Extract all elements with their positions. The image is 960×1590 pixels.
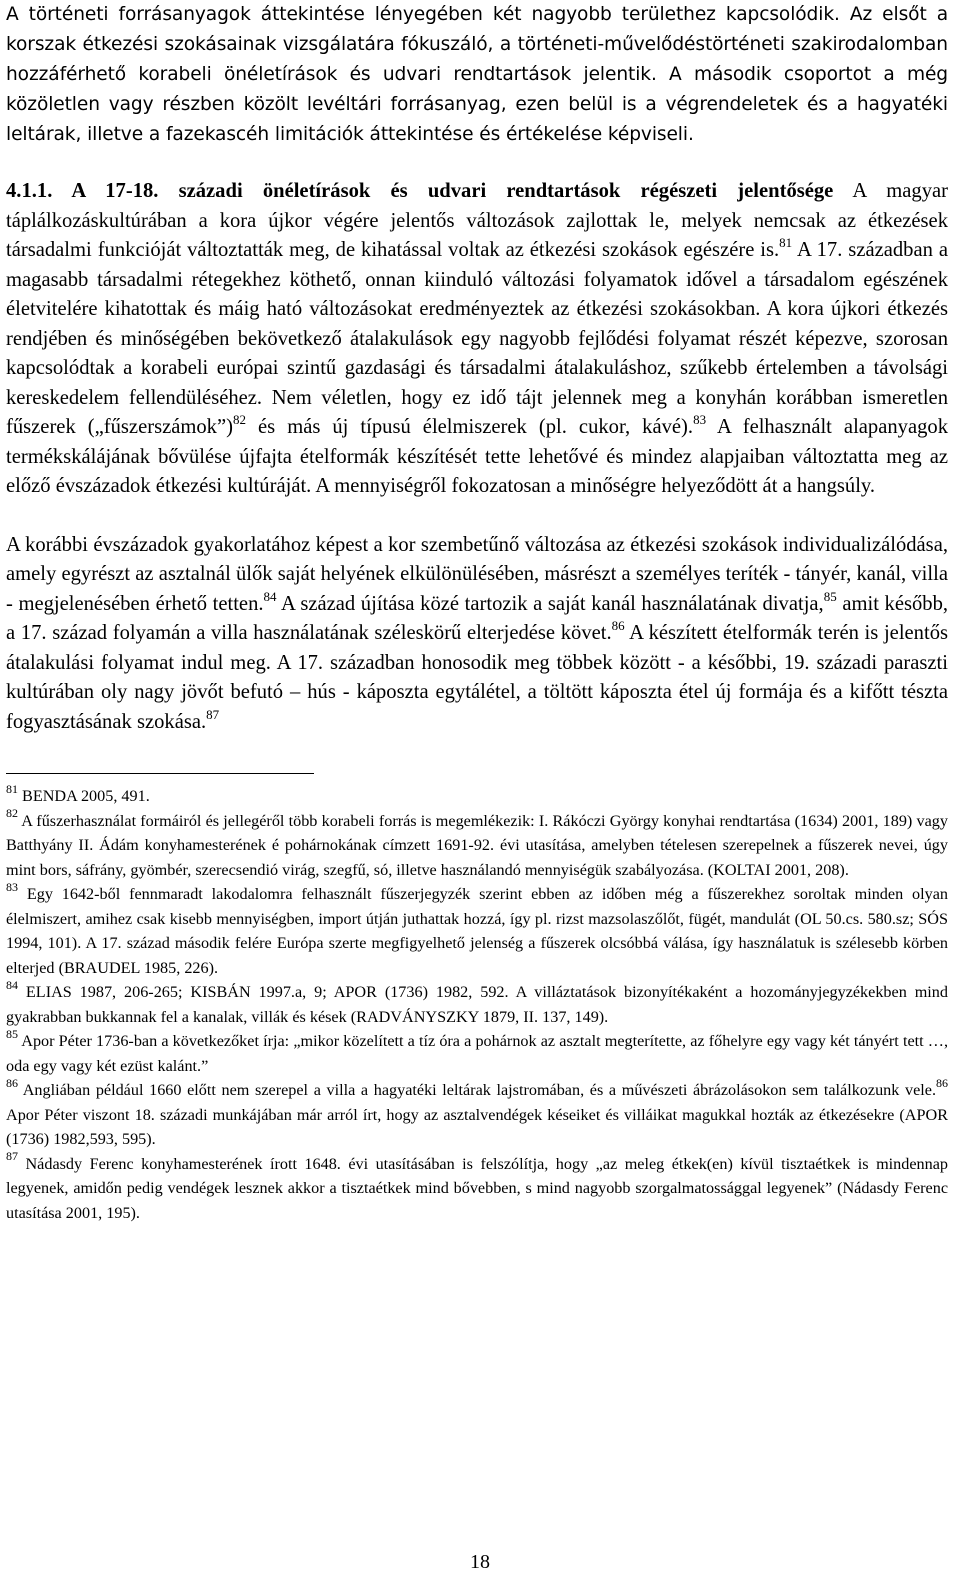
footnote-87: $^{87}$ Nádasdy Ferenc konyhamesterének írott 1648. évi utasításában is felszólítja, hogy „az meleg étkek(en) kívül tisztaétkek is mindennap legyenek, amidőn pedig vendégek lesznek akkor a tisztaétkek mind bővebben, s mind nagyobb szorgalmatossággal legyenek” (Nádasdy Ferenc utasítása 2001, 195). <box>6 1149 948 1222</box>
footnotes <box>6 781 948 1225</box>
footnote-86: $^{86}$ Angliában például 1660 előtt nem szerepel a villa a hagyatéki leltárak lajstromában, és a művészeti ábrázolásokon sem találkozunk vele.$^{86}$ Apor Péter viszont 18. századi munkájában már arról írt, hogy az asztalvendégek késeiket és villáikat magukkal hozták az étkezésekre (APOR (1736) 1982,593, 595). <box>6 1075 948 1148</box>
intro-paragraph: A történeti forrásanyagok áttekintése lényegében két nagyobb területhez kapcsolódik. Az elsőt a korszak étkezési szokásainak vizsgálatára fókuszáló, a történeti-művelődéstörténeti szakirodalomban hozzáférhető korabeli önéletírások és udvari rendtartások jelentik. A második csoportot a még közöletlen vagy részben közölt levéltári forrásanyag, ezen belül is a végrendeletek és a hagyatéki leltárak, illetve a fazekascéh limitációk áttekintése és értékelése képviseli. <box>6 4 948 145</box>
footnote-ref-83[interactable]: 83 <box>693 412 707 428</box>
footnote-82: $^{82}$ A fűszerhasználat formáiról és jellegéről több korabeli forrás is megemlékezik: I. Rákóczi György konyhai rendtartása (1634) 2001, 189) vagy Batthyány II. Ádám konyhamesterének é pohárnokának címzett 1691-92. évi utasítása, amelyben tételesen szerepelnek a fűszerek nevei, úgy mint bors, sáfrány, gyömbér, szerecsendió virág, szegfű, só, illetve használandó mennyiségük szabályozása. (KOLTAI 2001, 208). <box>6 806 948 879</box>
document-page <box>6 0 948 1225</box>
footnote-84: $^{84}$ ELIAS 1987, 206-265; KISBÁN 1997.a, 9; APOR (1736) 1982, 592. A villáztatások bizonyítékaként a hozományjegyzékekben mind gyakrabban bukkannak fel a kanalak, villák és kések (RADVÁNYSZKY 1879, II. 137, 149). <box>6 977 948 1026</box>
footnote-ref-87[interactable]: 87 <box>206 706 220 722</box>
footnote-ref-85[interactable]: 85 <box>823 588 837 604</box>
footnote-separator <box>6 773 314 774</box>
footnote-ref-84[interactable]: 84 <box>263 588 277 604</box>
section-paragraph-1: 4.1.1. A 17-18. századi önéletírások és udvari rendtartások régészeti jelentősége A magyar táplálkozáskultúrában a kora újkor végére jelentős változások zajlottak le, melyek nemcsak az étkezések társadalmi funkcióját változtatták meg, de kihatással voltak az étkezési szokások egészére is.$^{81}$ A 17. században a magasabb társadalmi rétegekhez köthető, onnan kiinduló változási folyamatok idővel a társadalom egészének életvitelére kihatottak és máig ható változásokat eredményeztek az étkezési szokásokban. A kora újkori étkezés rendjében és minőségében bekövetkező átalakulások egy nagyobb fejlődési folyamat részét képezve, szorosan kapcsolódtak a korabeli európai szintű gazdasági és társadalmi átalakuláshoz, szűkebb értelemben a távolsági kereskedelem fellendüléséhez. Nem véletlen, hogy ez idő tájt jelennek meg a konyhán korábban ismeretlen fűszerek („fűszerszámok”)$^{82}$ és más új típusú élelmiszerek (pl. cukor, kávé).$^{83}$ A felhasznált alapanyagok termékskálájának bővülése újfajta ételformák készítését tette lehetővé és mindez alapjaiban változtatta meg az előző évszázadok étkezési kultúráját. A mennyiségről fokozatosan a minőségre helyeződött át a hangsúly. <box>6 180 948 497</box>
footnote-ref-82[interactable]: 82 <box>232 412 246 428</box>
footnote-ref-81[interactable]: 81 <box>779 235 793 251</box>
section-paragraph-2: A korábbi évszázadok gyakorlatához képest a kor szembetűnő változása az étkezési szokások individualizálódása, amely egyrészt az asztalnál ülők saját helyének elkülönülésében, másrészt a személyes teríték - tányér, kanál, villa - megjelenésében érhető tetten.$^{84}$ A század újítása közé tartozik a saját kanál használatának divatja,$^{85}$ amit később, a 17. század folyamán a villa használatának széleskörű elterjedése követ.$^{86}$ A készített ételformák terén is jelentős átalakulási folyamat indul meg. A 17. században honosodik meg többek között - a későbbi, 19. századi paraszti kultúrában oly nagy jövőt befutó – hús - káposzta egytálétel, a töltött káposzta étel új formája és a kifőtt tészta fogyasztásának szokása.$^{87}$ <box>6 533 949 733</box>
footnote-81: $^{81}$ BENDA 2005, 491. <box>6 781 150 805</box>
footnote-85: $^{85}$ Apor Péter 1736-ban a következőket írja: „mikor közelített a tíz óra a pohárnok az asztalt megterítette, az főhelyre egy vagy két tányért tett …, oda egy vagy két ezüst kalánt.” <box>6 1026 948 1075</box>
page-number: 18 <box>470 1551 490 1573</box>
footnote-83: $^{83}$ Egy 1642-ből fennmaradt lakodalomra felhasznált fűszerjegyzék szerint ebben az időben még a fűszerekhez soroltak minden olyan élelmiszert, amihez csak kisebb mennyiségben, import útján juthattak hozzá, így pl. rizst mazsolaszőlőt, fügét, mandulát (OL 50.cs. 580.sz; SÓS 1994, 101). A 17. század második felére Európa szerte megfigyelhető jelenség a fűszerek olcsóbbá válása, így használatuk is szélesebb körben elterjed (BRAUDEL 1985, 226). <box>6 879 948 977</box>
section-heading: 4.1.1. A 17-18. századi önéletírások és udvari rendtartások régészeti jelentősége <box>6 180 834 202</box>
footnote-ref-86[interactable]: 86 <box>611 618 625 634</box>
